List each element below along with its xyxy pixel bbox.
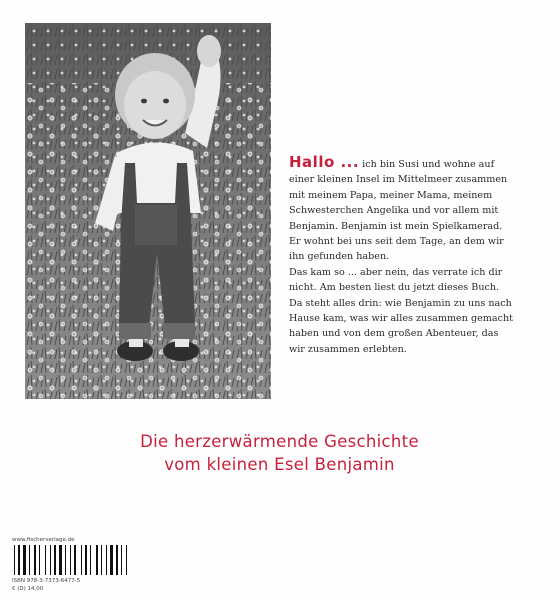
intro-line: mit meinem Papa, meiner Mama, meinem — [289, 189, 493, 201]
intro-line: nicht. Am besten liest du jetzt dieses Buch. — [289, 282, 500, 294]
publisher-website: www.fischerverlage.de — [12, 537, 75, 543]
intro-line: ihn gefunden haben. — [289, 251, 390, 263]
intro-text — [289, 155, 529, 357]
intro-line: Da steht alles drin: wie Benjamin zu uns nach — [289, 297, 512, 309]
intro-line: wir zusammen erlebten. — [289, 343, 407, 355]
price: € (D) 14,00 — [12, 586, 44, 592]
hallo-heading: Hallo ... — [289, 153, 360, 171]
intro-line: Benjamin. Benjamin ist mein Spielkamerad. — [289, 220, 503, 232]
intro-line: Schwesterchen Angelika und vor allem mit — [289, 205, 499, 217]
intro-line: haben und von dem großen Abenteuer, das — [289, 328, 499, 340]
isbn-number: ISBN 978-3-7373-6477-5 — [12, 578, 81, 584]
barcode-icon — [12, 545, 130, 575]
tagline-line-2: vom kleinen Esel Benjamin — [164, 455, 395, 474]
child-photo — [25, 23, 271, 399]
intro-line-0-text: ich bin Susi und wohne auf — [362, 159, 495, 170]
intro-line: einer kleinen Insel im Mittelmeer zusammen — [289, 174, 508, 186]
tagline-line-1: Die herzerwärmende Geschichte — [140, 432, 419, 451]
intro-line: Hause kam, was wir alles zusammen gemacht — [289, 313, 513, 325]
intro-line: Das kam so ... aber nein, das verrate ich dir — [289, 266, 503, 278]
intro-line-0 — [289, 155, 529, 172]
intro-line: Er wohnt bei uns seit dem Tage, an dem wir — [289, 236, 504, 248]
